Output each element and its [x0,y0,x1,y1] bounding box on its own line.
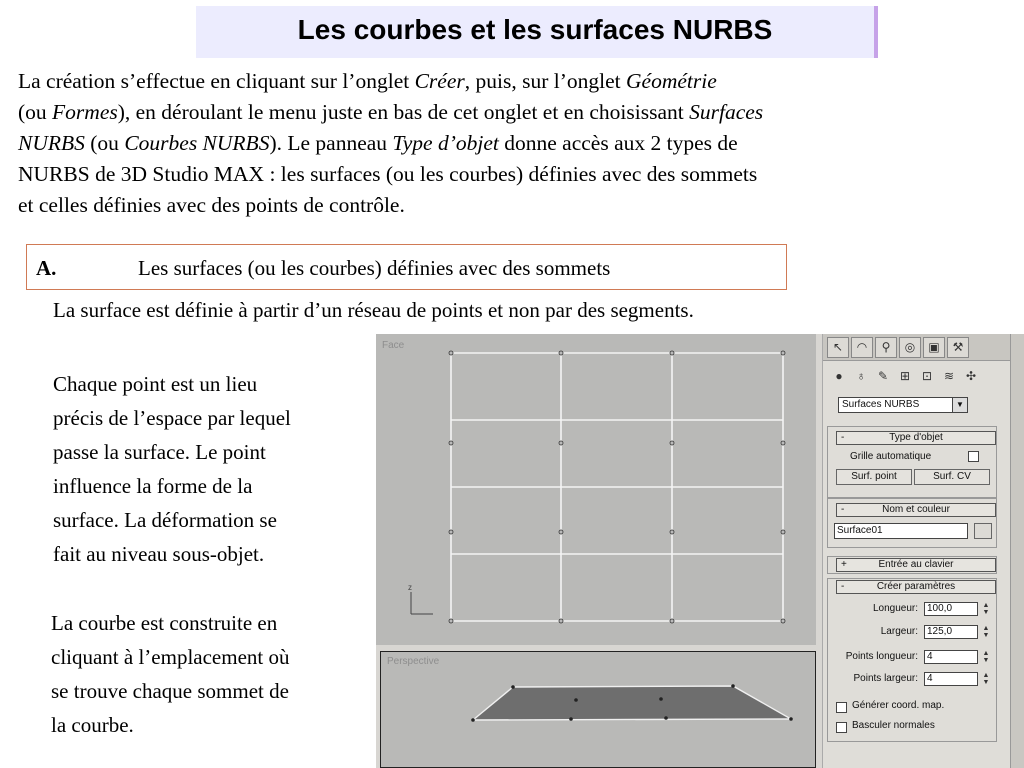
rollout-name-color [827,498,997,548]
text-line: précis de l’espace par lequel [53,406,291,430]
section-number: A. [36,256,57,280]
modify-tab-icon[interactable]: ◠ [851,337,873,358]
length-points-input[interactable]: 4 [924,650,978,664]
width-points-label: Points largeur: [853,673,918,684]
text-line: La courbe est construite en [51,611,278,635]
length-input[interactable]: 100,0 [924,602,978,616]
rollout-header[interactable]: - Créer paramètres [836,580,996,594]
paragraph-curve-construction [51,606,290,742]
width-points-input[interactable]: 4 [924,672,978,686]
paragraph-point-description [53,367,291,571]
flip-normals-label: Basculer normales [852,720,935,731]
viewport-label-front: Face [382,340,405,351]
svg-text:z: z [408,583,412,592]
text-line: Chaque point est un lieu [53,372,258,396]
spinner-icon[interactable]: ▲ ▼ [982,672,990,686]
geometry-icon[interactable]: ● [835,369,843,383]
rollout-header[interactable]: - Type d'objet [836,431,996,445]
intro-line-4: NURBS de 3D Studio MAX : les surfaces (ou les courbes) définies avec des sommets [18,162,758,186]
front-viewport[interactable] [376,334,816,645]
gen-mapping-label: Générer coord. map. [852,700,945,711]
nurbs-grid [376,334,816,645]
hierarchy-tab-icon[interactable]: ⚲ [875,337,897,358]
intro-line-1: La création s’effectue en cliquant sur l’onglet Créer, puis, sur l’onglet Géométrie [18,69,717,93]
text-line: fait au niveau sous-objet. [53,542,265,566]
intro-line-2: (ou Formes), en déroulant le menu juste en bas de cet onglet et en choisissant Surfaces [18,100,764,124]
paragraph-surface-definition: La surface est définie à partir d’un réseau de points et non par des segments. [53,298,694,322]
length-label: Longueur: [872,603,918,614]
object-name-input[interactable]: Surface01 [834,523,968,539]
command-panel-scrollbar[interactable] [1010,334,1024,768]
rollout-header[interactable]: + Entrée au clavier [836,558,996,572]
cameras-icon[interactable]: ⊞ [899,369,911,383]
gen-mapping-checkbox[interactable] [836,702,847,713]
category-dropdown[interactable]: Surfaces NURBS ▼ [838,397,968,413]
rollout-object-type [827,426,997,498]
rollout-keyboard-entry [827,556,997,574]
text-line: la courbe. [51,713,134,737]
command-panel-tabs [823,334,1024,361]
command-panel [822,334,1024,768]
rollout-header[interactable]: - Nom et couleur [836,503,996,517]
utilities-tab-icon[interactable]: ⚒ [947,337,969,358]
text-line: passe la surface. Le point [53,440,266,464]
slide-title-box [196,6,878,58]
cv-surface-button[interactable]: Surf. CV [914,469,990,485]
text-line: se trouve chaque sommet de [51,679,289,703]
3dsmax-screenshot [376,334,1024,768]
lights-icon[interactable]: ✎ [877,369,889,383]
spinner-icon[interactable]: ▲ ▼ [982,625,990,639]
auto-grid-label: Grille automatique [850,451,932,462]
create-tab-icon[interactable]: ↖ [827,337,849,358]
section-heading: Les surfaces (ou les courbes) définies avec des sommets [138,256,611,280]
shapes-icon[interactable]: ♁ [856,369,866,383]
intro-line-3: NURBS (ou Courbes NURBS). Le panneau Type d’objet donne accès aux 2 types de [18,131,738,155]
intro-paragraph [18,66,1014,221]
spinner-icon[interactable]: ▲ ▼ [982,602,990,616]
spacewarps-icon[interactable]: ≋ [943,369,955,383]
nurbs-surface-perspective [381,652,817,768]
helpers-icon[interactable]: ⊡ [921,369,933,383]
object-color-swatch[interactable] [974,523,992,539]
text-line: influence la forme de la [53,474,253,498]
width-label: Largeur: [880,626,918,637]
viewport-label-perspective: Perspective [387,656,440,667]
length-points-label: Points longueur: [845,651,918,662]
section-heading-box [26,244,787,290]
perspective-viewport[interactable] [380,651,816,768]
text-line: surface. La déformation se [53,508,277,532]
flip-normals-checkbox[interactable] [836,722,847,733]
auto-grid-checkbox[interactable] [968,451,979,462]
dropdown-arrow-icon: ▼ [952,398,967,412]
point-surface-button[interactable]: Surf. point [836,469,912,485]
intro-line-5: et celles définies avec des points de contrôle. [18,193,405,217]
motion-tab-icon[interactable]: ◎ [899,337,921,358]
display-tab-icon[interactable]: ▣ [923,337,945,358]
spinner-icon[interactable]: ▲ ▼ [982,650,990,664]
width-input[interactable]: 125,0 [924,625,978,639]
text-line: cliquant à l’emplacement où [51,645,290,669]
rollout-create-params [827,578,997,742]
slide-title: Les courbes et les surfaces NURBS [297,14,773,45]
systems-icon[interactable]: ✣ [965,369,977,383]
